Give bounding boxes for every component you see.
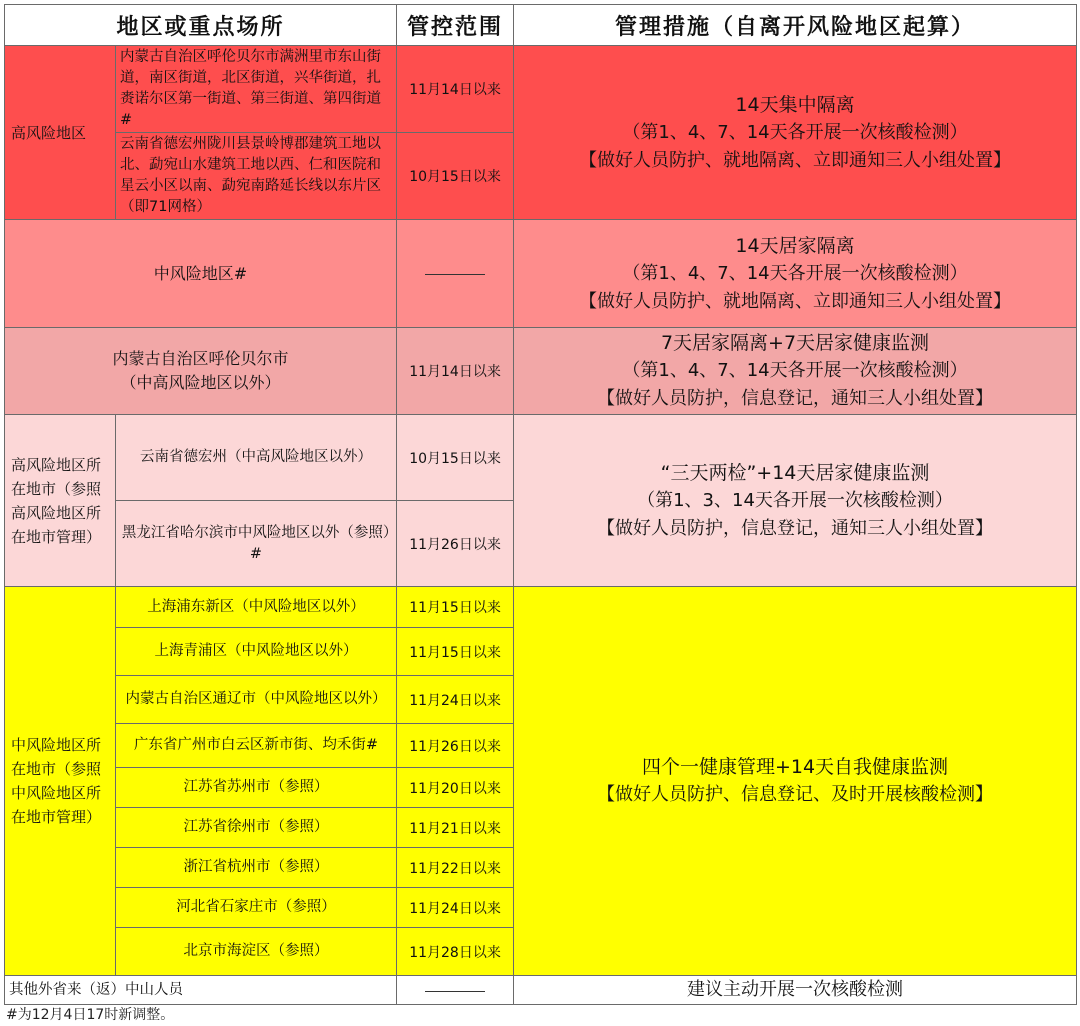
high-city-place-2: 黑龙江省哈尔滨市中风险地区以外（参照）#: [116, 501, 397, 587]
header-measures: 管理措施（自离开风险地区起算）: [514, 5, 1077, 46]
high-city-range-2: 11月26日以来: [397, 501, 514, 587]
mid-city-place: 上海青浦区（中风险地区以外）: [116, 628, 397, 676]
mid-city-range: 11月28日以来: [397, 928, 514, 976]
high-risk-measures: [514, 46, 1077, 220]
table-row: [5, 587, 1077, 628]
mid-city-place: 上海浦东新区（中风险地区以外）: [116, 587, 397, 628]
mid-city-range: 11月20日以来: [397, 768, 514, 808]
mid-city-place: 浙江省杭州市（参照）: [116, 848, 397, 888]
high-risk-label: 高风险地区: [5, 46, 116, 220]
city-row-place-line1: 内蒙古自治区呼伦贝尔市: [112, 349, 289, 368]
mid-city-range: 11月22日以来: [397, 848, 514, 888]
table-row: [5, 220, 1077, 328]
table-row: [5, 328, 1077, 415]
high-risk-range-2: 10月15日以来: [397, 133, 514, 220]
mid-city-range: 11月21日以来: [397, 808, 514, 848]
measure-line: （第1、4、7、14天各开展一次核酸检测）: [622, 121, 968, 143]
header-area: 地区或重点场所: [5, 5, 397, 46]
city-row-place: [5, 328, 397, 415]
measure-line: （第1、3、14天各开展一次核酸检测）: [637, 489, 953, 511]
table-row: [5, 46, 1077, 133]
city-row-place-line2: （中高风险地区以外）: [120, 373, 281, 392]
mid-city-measures: [514, 587, 1077, 976]
mid-city-place: 江苏省苏州市（参照）: [116, 768, 397, 808]
measure-line: 7天居家隔离+7天居家健康监测: [660, 332, 930, 354]
other-row-range: [397, 976, 514, 1005]
high-city-label: 高风险地区所在地市（参照高风险地区所在地市管理）: [5, 415, 116, 587]
mid-city-place: 广东省广州市白云区新市街、均禾街#: [116, 724, 397, 768]
high-city-measures: [514, 415, 1077, 587]
high-city-range-1: 10月15日以来: [397, 415, 514, 501]
mid-city-range: 11月15日以来: [397, 628, 514, 676]
measure-line: （第1、4、7、14天各开展一次核酸检测）: [622, 360, 968, 381]
measure-line: 【做好人员防护、信息登记、及时开展核酸检测】: [597, 784, 994, 805]
measure-line: 14天居家隔离: [735, 234, 855, 257]
measure-line: （第1、4、7、14天各开展一次核酸检测）: [622, 262, 968, 284]
measure-line: 14天集中隔离: [735, 93, 855, 116]
footnote: #为12月4日17时新调整。: [6, 1007, 175, 1023]
high-risk-range-1: 11月14日以来: [397, 46, 514, 133]
high-city-place-1: 云南省德宏州（中高风险地区以外）: [116, 415, 397, 501]
mid-city-place: 河北省石家庄市（参照）: [116, 888, 397, 928]
measure-line: “三天两检”+14天居家健康监测: [660, 461, 930, 484]
high-risk-place-2: 云南省德宏州陇川县景岭博郡建筑工地以北、勐宛山水建筑工地以西、仁和医院和星云小区以南、勐宛南路延长线以东片区（即71网格）: [116, 133, 397, 220]
high-risk-place-1: 内蒙古自治区呼伦贝尔市满洲里市东山街道，南区街道，北区街道，兴华街道，扎赉诺尔区第一街道、第三街道、第四街道#: [116, 46, 397, 133]
measure-line: 【做好人员防护，信息登记，通知三人小组处置】: [597, 388, 994, 409]
mid-city-range: 11月24日以来: [397, 676, 514, 724]
mid-city-range: 11月24日以来: [397, 888, 514, 928]
measure-line: 【做好人员防护，信息登记，通知三人小组处置】: [597, 517, 994, 539]
measure-line: 【做好人员防护、就地隔离、立即通知三人小组处置】: [579, 149, 1012, 171]
table-row: [5, 976, 1077, 1005]
measure-line: 四个一健康管理+14天自我健康监测: [641, 756, 949, 778]
city-row-measures: [514, 328, 1077, 415]
dash-mark: [425, 991, 485, 992]
mid-city-range: 11月26日以来: [397, 724, 514, 768]
other-row-measures: 建议主动开展一次核酸检测: [514, 976, 1077, 1005]
table-row: [5, 415, 1077, 501]
mid-city-place: 江苏省徐州市（参照）: [116, 808, 397, 848]
header-range: 管控范围: [397, 5, 514, 46]
dash-mark: [425, 274, 485, 275]
mid-city-place: 内蒙古自治区通辽市（中风险地区以外）: [116, 676, 397, 724]
header-row: [5, 5, 1077, 46]
mid-city-label: 中风险地区所在地市（参照中风险地区所在地市管理）: [5, 587, 116, 976]
mid-city-place: 北京市海淀区（参照）: [116, 928, 397, 976]
other-row-label: 其他外省来（返）中山人员: [5, 976, 397, 1005]
measure-line: 【做好人员防护、就地隔离、立即通知三人小组处置】: [579, 290, 1012, 312]
mid-risk-measures: [514, 220, 1077, 328]
mid-city-range: 11月15日以来: [397, 587, 514, 628]
city-row-range: 11月14日以来: [397, 328, 514, 415]
mid-risk-range: [397, 220, 514, 328]
risk-policy-table: [4, 4, 1077, 1005]
mid-risk-label: 中风险地区#: [5, 220, 397, 328]
